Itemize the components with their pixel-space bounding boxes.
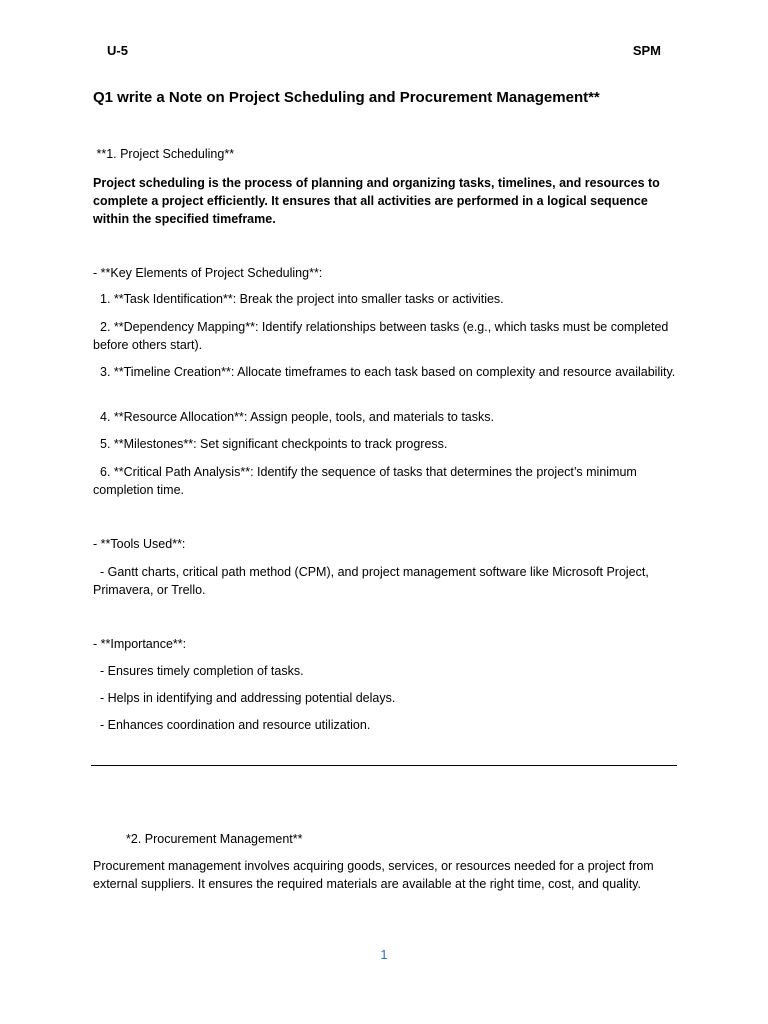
section1-heading: **1. Project Scheduling**	[93, 147, 235, 161]
page-number: 1	[380, 948, 388, 962]
key-elements-heading: - **Key Elements of Project Scheduling**:	[93, 266, 323, 280]
section1-intro: Project scheduling is the process of planning and organizing tasks, timelines, and resources to complete a project efficiently. It ensures that all activities are performed in a logical sequence within the specified timeframe.	[93, 176, 660, 226]
importance-heading: - **Importance**:	[93, 637, 187, 651]
importance-item: - Enhances coordination and resource utilization.	[100, 718, 371, 732]
key-element-item: 6. **Critical Path Analysis**: Identify the sequence of tasks that determines the project’s minimum completion time.	[93, 465, 637, 497]
importance-item: - Helps in identifying and addressing potential delays.	[100, 691, 396, 705]
key-element-item: 2. **Dependency Mapping**: Identify relationships between tasks (e.g., which tasks must be completed before others start).	[93, 320, 669, 352]
page-title: Q1 write a Note on Project Scheduling and Procurement Management**	[93, 89, 600, 106]
key-element-item: 4. **Resource Allocation**: Assign people, tools, and materials to tasks.	[100, 410, 494, 424]
key-element-item: 5. **Milestones**: Set significant checkpoints to track progress.	[100, 437, 448, 451]
key-element-item: 3. **Timeline Creation**: Allocate timeframes to each task based on complexity and resource availability.	[100, 365, 676, 379]
tools-text: - Gantt charts, critical path method (CPM), and project management software like Microsoft Project, Primavera, or Trello.	[93, 565, 649, 597]
header-unit: U-5	[107, 43, 128, 58]
section2-heading: *2. Procurement Management**	[126, 832, 303, 846]
tools-heading: - **Tools Used**:	[93, 537, 186, 551]
section-divider	[91, 765, 677, 766]
importance-item: - Ensures timely completion of tasks.	[100, 664, 304, 678]
header-subject: SPM	[632, 43, 661, 58]
section2-intro: Procurement management involves acquiring goods, services, or resources needed for a project from external suppliers. It ensures the required materials are available at the right time, cost, and quality.	[93, 859, 654, 891]
key-element-item: 1. **Task Identification**: Break the project into smaller tasks or activities.	[100, 292, 504, 306]
